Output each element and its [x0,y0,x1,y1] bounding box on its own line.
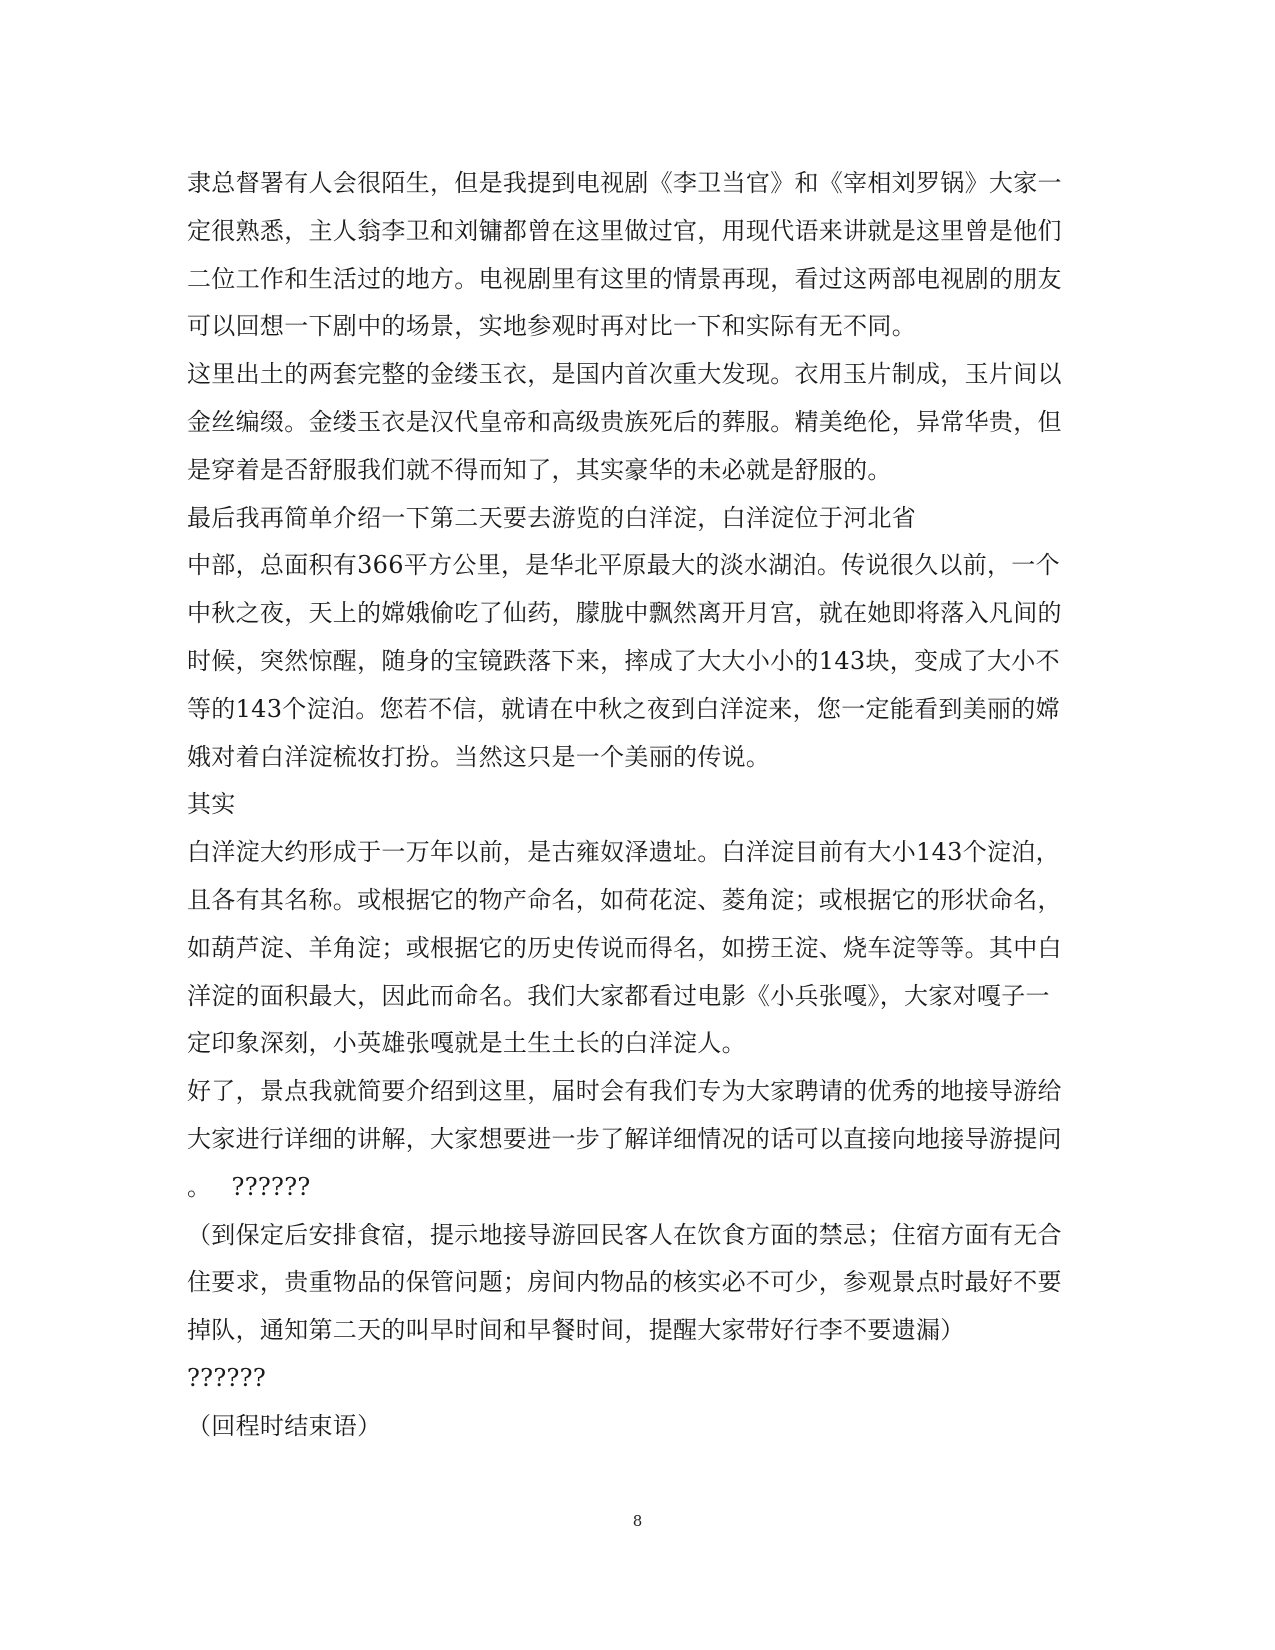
text-line: 白洋淀大约形成于一万年以前，是古雍奴泽遗址。白洋淀目前有大小143个淀泊， [187,838,1060,867]
text-line: 且各有其名称。或根据它的物产命名，如荷花淀、菱角淀；或根据它的形状命名， [187,885,1062,914]
text-line: （回程时结束语） [187,1411,382,1440]
text-line: 住要求，贵重物品的保管问题；房间内物品的核实必不可少，参观景点时最好不要 [187,1268,1062,1297]
text-line: 其实 [187,790,236,819]
text-line: 。 ?????? [187,1172,311,1201]
text-line: 掉队，通知第二天的叫早时间和早餐时间，提醒大家带好行李不要遗漏） [187,1316,965,1345]
text-line: 最后我再简单介绍一下第二天要去游览的白洋淀，白洋淀位于河北省 [187,503,916,532]
text-line: 中秋之夜，天上的嫦娥偷吃了仙药，朦胧中飘然离开月宫，就在她即将落入凡间的 [187,599,1062,628]
text-line: 隶总督署有人会很陌生，但是我提到电视剧《李卫当官》和《宰相刘罗锅》大家一 [187,169,1062,197]
text-line: 好了，景点我就简要介绍到这里，届时会有我们专为大家聘请的优秀的地接导游给 [187,1077,1062,1106]
text-line: 娥对着白洋淀梳妆打扮。当然这只是一个美丽的传说。 [187,742,771,771]
text-line: 这里出土的两套完整的金缕玉衣，是国内首次重大发现。衣用玉片制成，玉片间以 [187,360,1062,389]
text-line: 如葫芦淀、羊角淀；或根据它的历史传说而得名，如捞王淀、烧车淀等等。其中白 [187,933,1062,962]
text-line: 大家进行详细的讲解，大家想要进一步了解详细情况的话可以直接向地接导游提问 [187,1124,1062,1153]
text-line: 洋淀的面积最大，因此而命名。我们大家都看过电影《小兵张嘎》，大家对嘎子一 [187,981,1050,1010]
text-line: 是穿着是否舒服我们就不得而知了，其实豪华的未必就是舒服的。 [187,455,892,484]
text-line: 等的143个淀泊。您若不信，就请在中秋之夜到白洋淀来，您一定能看到美丽的嫦 [187,694,1060,723]
text-line: ?????? [187,1363,267,1392]
document-body [187,160,1087,1451]
text-line: 定印象深刻，小英雄张嘎就是土生土长的白洋淀人。 [187,1029,746,1058]
text-line: 可以回想一下剧中的场景，实地参观时再对比一下和实际有无不同。 [187,312,916,341]
text-line: 中部，总面积有366平方公里，是华北平原最大的淡水湖泊。传说很久以前，一个 [187,551,1060,580]
text-line: 定很熟悉，主人翁李卫和刘镛都曾在这里做过官，用现代语来讲就是这里曾是他们 [187,216,1062,245]
text-line: 时候，突然惊醒，随身的宝镜跌落下来，摔成了大大小小的143块，变成了大小不 [187,646,1060,675]
text-line: 金丝编缀。金缕玉衣是汉代皇帝和高级贵族死后的葬服。精美绝伦，异常华贵，但 [187,407,1062,436]
page-number: 8 [632,1512,643,1530]
text-line: 二位工作和生活过的地方。电视剧里有这里的情景再现，看过这两部电视剧的朋友 [187,264,1062,293]
text-line: （到保定后安排食宿，提示地接导游回民客人在饮食方面的禁忌；住宿方面有无合 [187,1220,1062,1249]
